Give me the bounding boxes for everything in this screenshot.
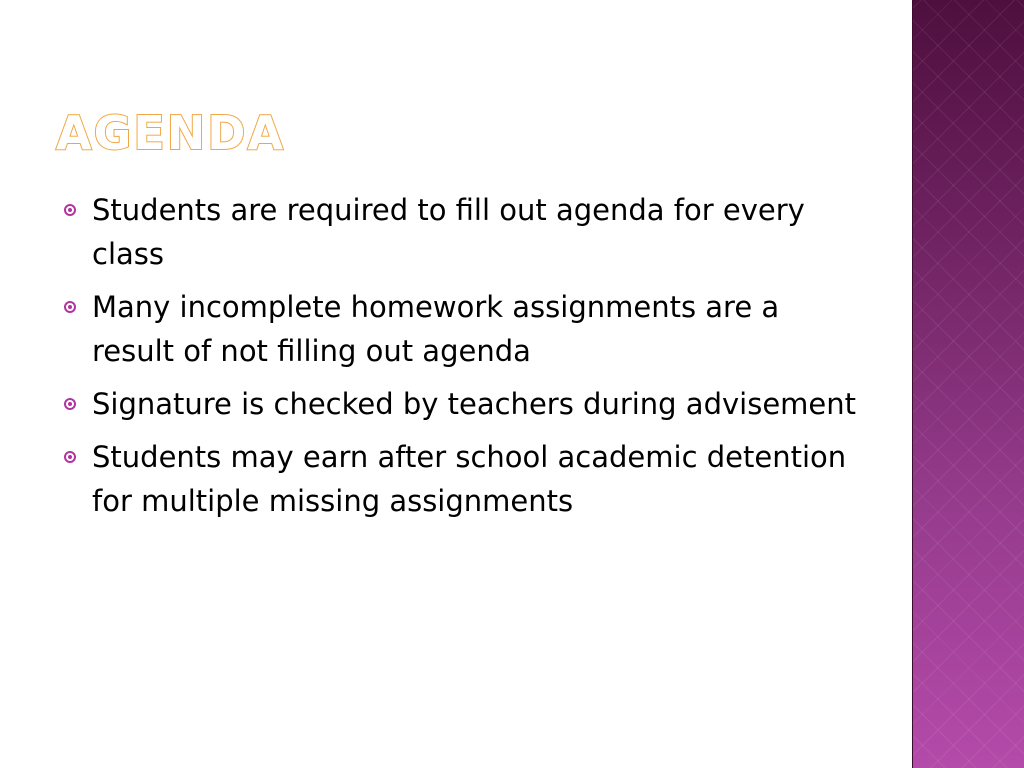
decorative-side-band — [912, 0, 1024, 768]
bullet-item — [62, 382, 862, 426]
bullet-item — [62, 285, 862, 373]
bullet-text: Students may earn after school academic detention for multiple missing assignments — [92, 440, 847, 518]
circle-dot-icon — [64, 301, 76, 313]
circle-dot-icon — [64, 398, 76, 410]
slide-title: AGENDA — [56, 106, 286, 160]
bullet-item — [62, 435, 862, 523]
bullet-text: Many incomplete homework assignments are a result of not filling out agenda — [92, 290, 780, 368]
bullet-text: Signature is checked by teachers during advisement — [92, 387, 856, 421]
bullet-list — [62, 188, 862, 532]
bullet-text: Students are required to fill out agenda for every class — [92, 193, 805, 271]
circle-dot-icon — [64, 204, 76, 216]
circle-dot-icon — [64, 451, 76, 463]
bullet-item — [62, 188, 862, 276]
